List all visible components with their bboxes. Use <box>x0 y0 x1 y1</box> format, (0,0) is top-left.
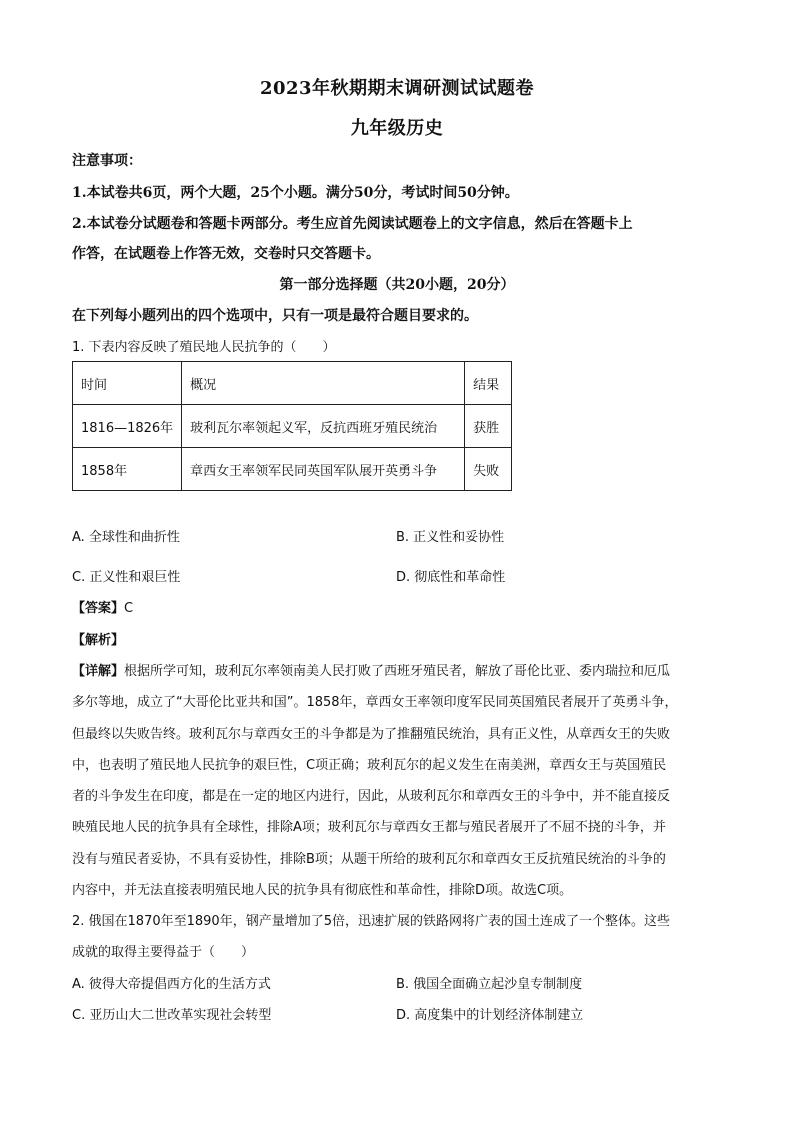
notice-heading: 注意事项： <box>72 153 142 169</box>
table-cell: 1816—1826年 <box>73 405 182 448</box>
table-cell: 获胜 <box>465 405 512 448</box>
exam-subject: 九年级历史 <box>350 118 444 139</box>
answer-line <box>72 600 732 618</box>
notice-item-2: 2.本试卷分试题卷和答题卡两部分。考生应首先阅读试题卷上的文字信息，然后在答题卡上 <box>72 216 633 232</box>
table-row <box>73 405 512 448</box>
exam-title: 2023年秋期期末调研测试试题卷 <box>259 78 535 99</box>
question-2-stem: 2. 俄国在1870年至1890年，钢产量增加了5倍，迅速扩展的铁路网将广表的国土连成了一个整体。这些 <box>72 914 670 929</box>
section-instruction: 在下列每小题列出的四个选项中，只有一项是最符合题目要求的。 <box>72 308 478 324</box>
explanation-line: 没有与殖民者妥协，不具有妥协性，排除B项；从题干所给的玻利瓦尔和章西女王反抗殖民统治的斗争的 <box>72 852 666 867</box>
table-header-cell: 结果 <box>465 362 512 405</box>
detail-label: 【详解】 <box>72 664 125 679</box>
analysis-label: 【解析】 <box>72 633 125 648</box>
explanation-line: 但最终以失败告终。玻利瓦尔与章西女王的斗争都是为了推翻殖民统治，具有正义性，从章西女王的失败 <box>72 727 671 742</box>
table-header-cell: 时间 <box>73 362 182 405</box>
question-2-option-a: A. 彼得大帝提倡西方化的生活方式 <box>72 977 271 992</box>
question-2-option-d: D. 高度集中的计划经济体制建立 <box>396 1008 584 1023</box>
question-1-table <box>72 361 512 491</box>
table-cell: 玻利瓦尔率领起义军，反抗西班牙殖民统治 <box>182 405 465 448</box>
explanation-line: 内容中，并无法直接表明殖民地人民的抗争具有彻底性和革命性，排除D项。故选C项。 <box>72 883 573 898</box>
question-2-stem-cont: 成就的取得主要得益于（ ） <box>72 945 255 960</box>
explanation-line: 映殖民地人民的抗争具有全球性，排除A项；玻利瓦尔与章西女王都与殖民者展开了不屈不挠的斗争，并 <box>72 820 666 835</box>
table-cell: 1858年 <box>73 448 182 491</box>
question-2-option-c: C. 亚历山大二世改革实现社会转型 <box>72 1008 272 1023</box>
explanation-line: 多尔等地，成立了“大哥伦比亚共和国”。1858年，章西女王率领印度军民同英国殖民者展开了英勇斗争， <box>72 695 678 710</box>
table-cell: 章西女王率领军民同英国军队展开英勇斗争 <box>182 448 465 491</box>
table-header-row <box>73 362 512 405</box>
answer-value: C <box>124 601 134 616</box>
notice-item-1: 1.本试卷共6页，两个大题，25个小题。满分50分，考试时间50分钟。 <box>72 185 519 201</box>
question-1-option-a: A. 全球性和曲折性 <box>72 530 180 545</box>
question-1-option-b: B. 正义性和妥协性 <box>396 530 505 545</box>
explanation-line: 者的斗争发生在印度，都是在一定的地区内进行，因此，从玻利瓦尔和章西女王的斗争中，并不能直接反 <box>72 789 671 804</box>
explanation-line: 【详解】根据所学可知，玻利瓦尔率领南美人民打败了西班牙殖民者，解放了哥伦比亚、委内瑞拉和厄瓜 <box>72 664 671 679</box>
notice-item-2-cont: 作答，在试题卷上作答无效，交卷时只交答题卡。 <box>72 246 380 262</box>
question-1-option-c: C. 正义性和艰巨性 <box>72 570 181 585</box>
table-cell: 失败 <box>465 448 512 491</box>
question-1-stem: 1. 下表内容反映了殖民地人民抗争的（ ） <box>72 340 336 355</box>
table-header-cell: 概况 <box>182 362 465 405</box>
question-2-option-b: B. 俄国全面确立起沙皇专制制度 <box>396 977 583 992</box>
section-title: 第一部分选择题（共20小题，20分） <box>279 277 515 293</box>
table-row <box>73 448 512 491</box>
explanation-line: 中，也表明了殖民地人民抗争的艰巨性，C项正确；玻利瓦尔的起义发生在南美洲，章西女王与英国殖民 <box>72 758 667 773</box>
answer-label: 【答案】 <box>72 601 125 616</box>
question-1-option-d: D. 彻底性和革命性 <box>396 570 506 585</box>
